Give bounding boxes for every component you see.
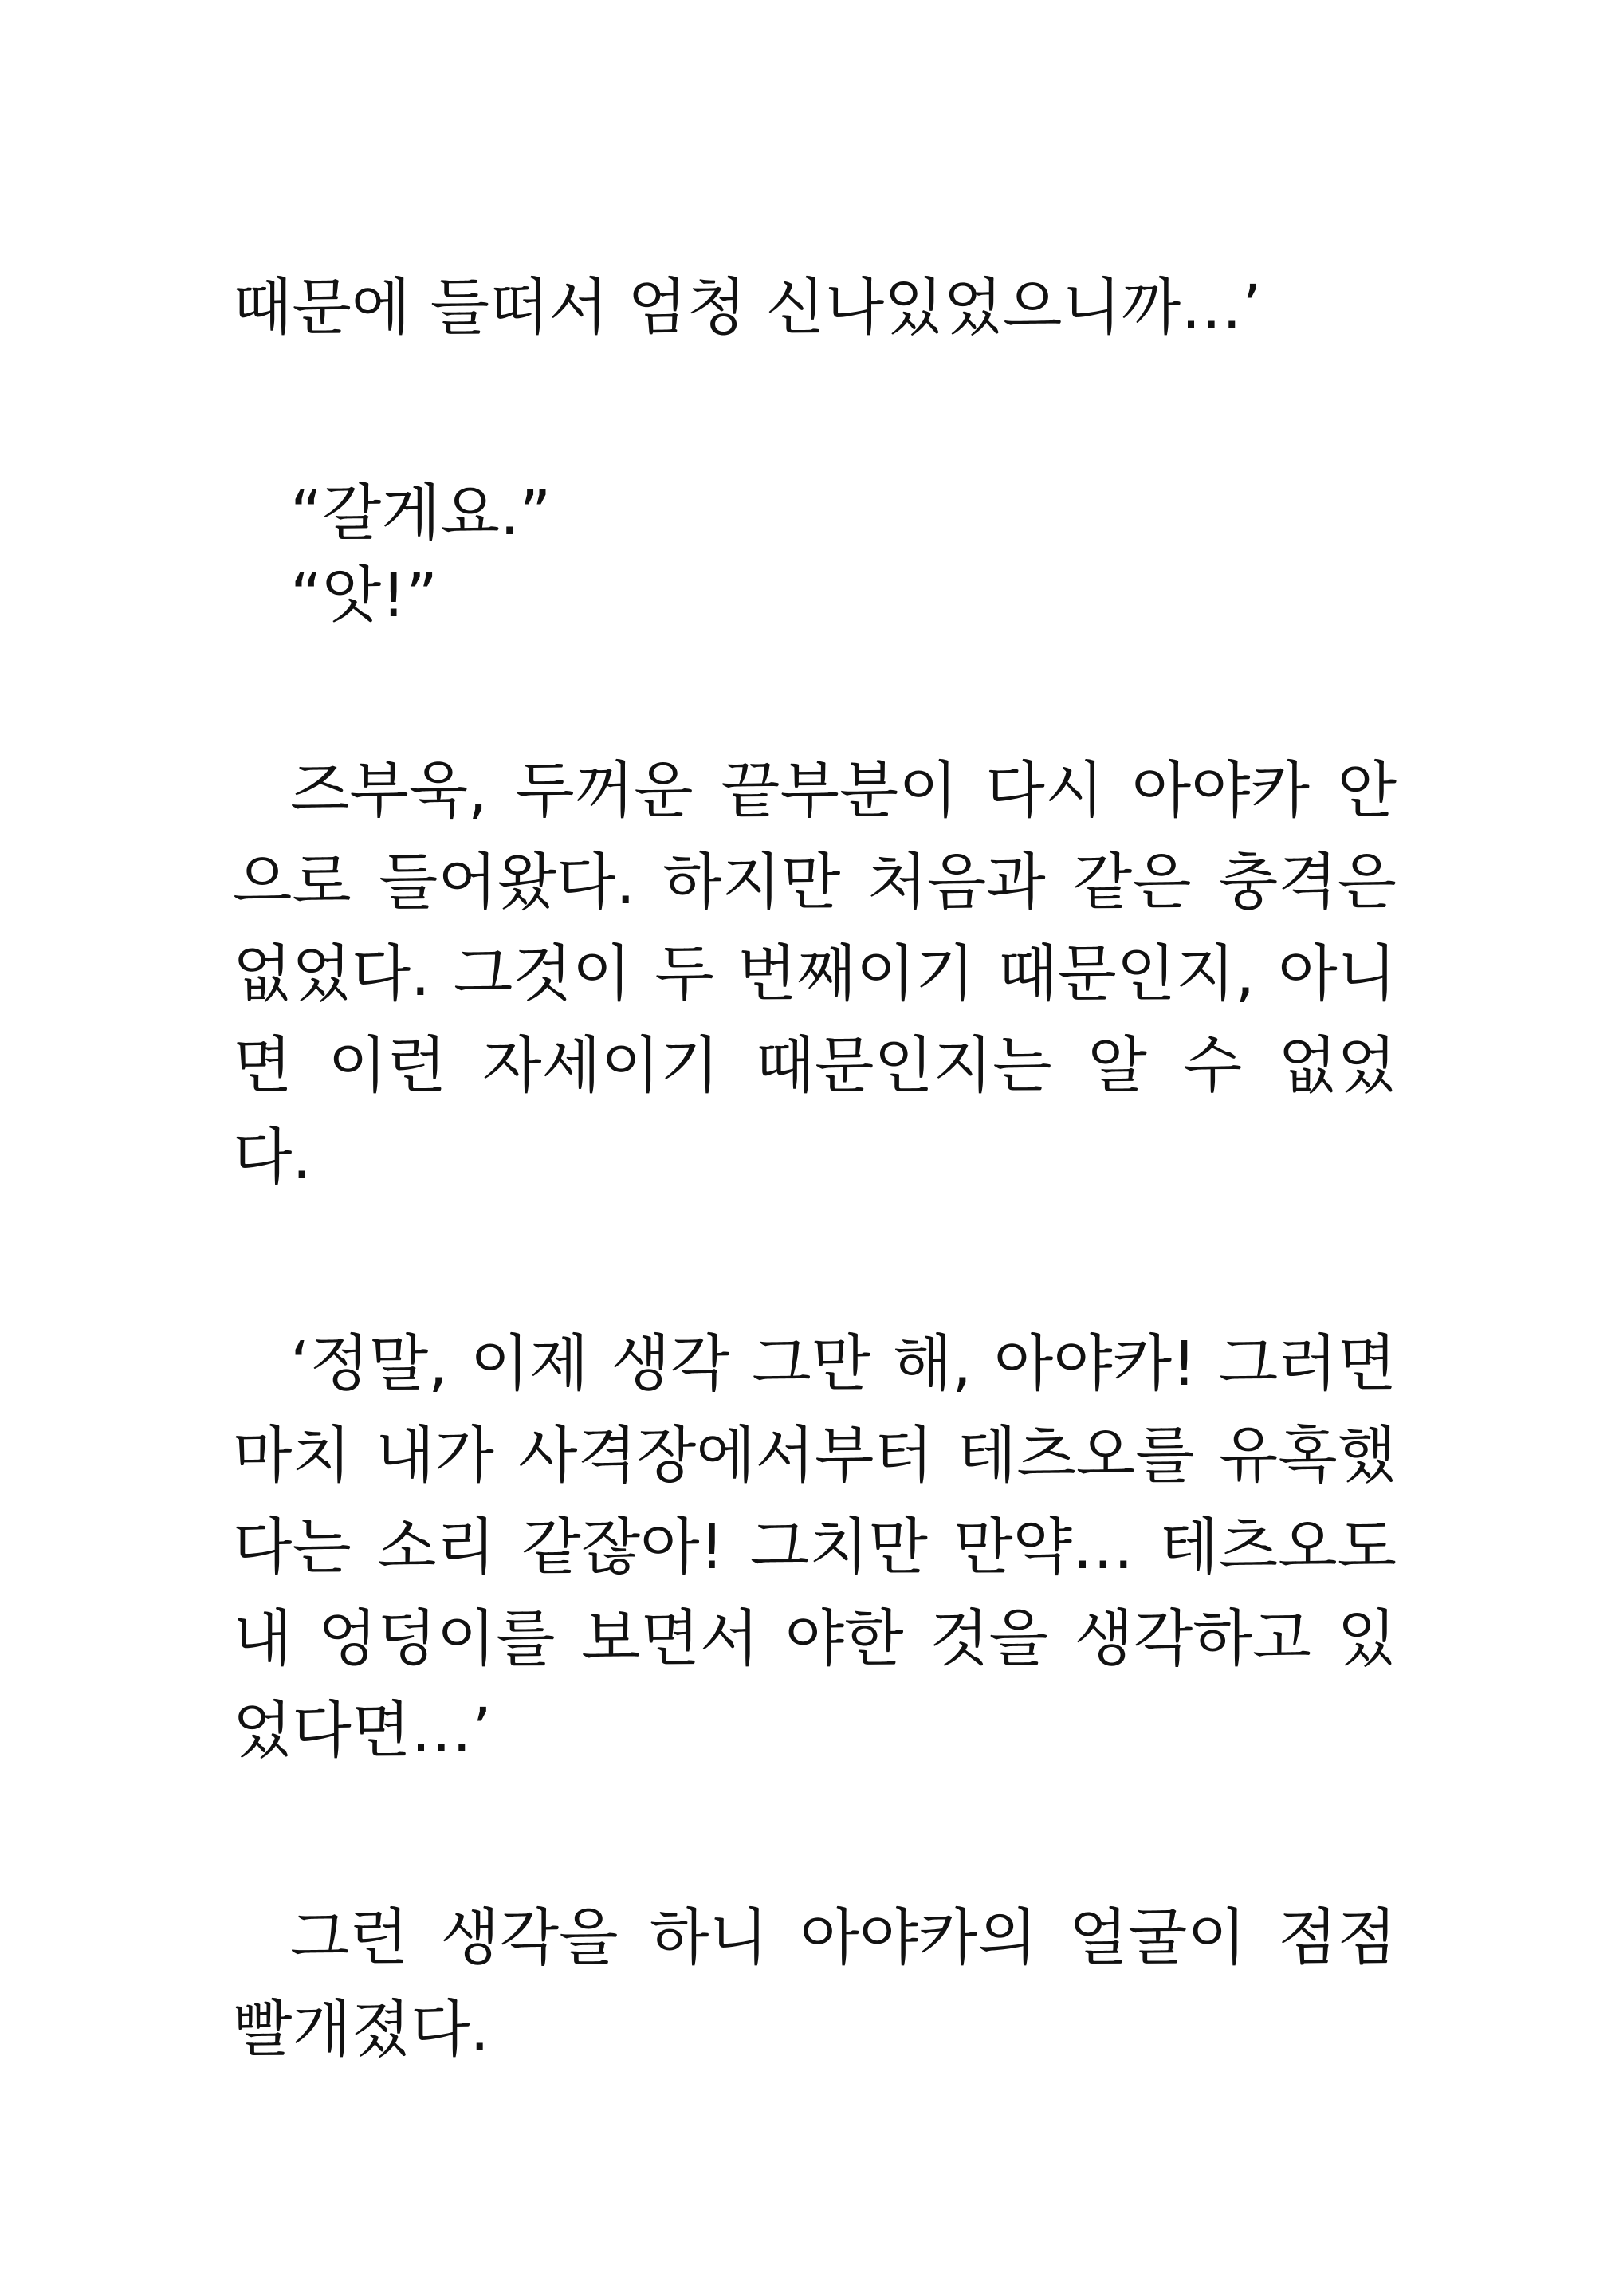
text-line: 다는 소리 같잖아! 그치만 만약… 테츠오도 xyxy=(233,1512,1397,1583)
text-line: 으로 들어왔다. 하지만 처음과 같은 충격은 xyxy=(233,847,1397,918)
text-line: 마치 내가 사격장에서부터 테츠오를 유혹했 xyxy=(233,1421,1397,1492)
text-line: 다. xyxy=(233,1122,312,1193)
text-line: 었다면…’ xyxy=(233,1696,492,1767)
text-line: 때문에 들떠서 엄청 신나있었으니까…’ xyxy=(233,273,1262,344)
text-line: 면 이런 자세이기 때문인지는 알 수 없었 xyxy=(233,1031,1397,1102)
dialogue-line: “앗!” xyxy=(290,560,438,631)
paragraph-first-line: 즈부욱, 두꺼운 끝부분이 다시 아야카 안 xyxy=(290,756,1397,827)
text-line: 빨개졌다. xyxy=(233,1995,490,2066)
paragraph-first-line: ‘정말, 이제 생각 그만 해, 아야카! 그러면 xyxy=(290,1329,1397,1400)
paragraph-first-line: 그런 생각을 하니 아야카의 얼굴이 점점 xyxy=(290,1903,1397,1974)
dialogue-line: “갈게요.” xyxy=(290,478,552,549)
text-line: 내 엉덩이를 보면서 야한 것을 생각하고 있 xyxy=(233,1604,1397,1675)
text-line: 없었다. 그것이 두 번째이기 때문인지, 아니 xyxy=(233,939,1397,1010)
